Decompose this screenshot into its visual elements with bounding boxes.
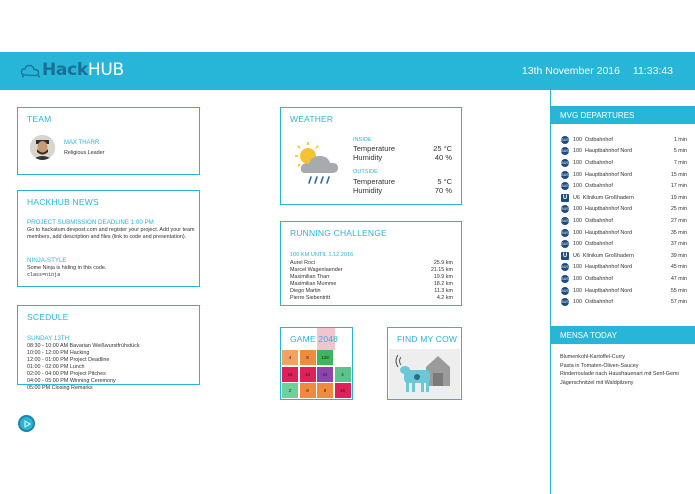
departure-line: 100 bbox=[573, 183, 582, 190]
departure-minutes: 15 min bbox=[670, 171, 687, 178]
departure-minutes: 17 min bbox=[670, 183, 687, 190]
departure-dest-name: Ostbahnhof bbox=[585, 299, 613, 306]
schedule-panel bbox=[17, 305, 200, 391]
challenge-subtitle: 100 KM UNTIL 1.12.2016 bbox=[290, 252, 354, 258]
departure-destination bbox=[573, 206, 671, 212]
news-title: HACKHUB NEWS bbox=[27, 197, 99, 207]
weather-outside-temp-label: Temperature bbox=[353, 177, 396, 186]
bus-icon: BUS bbox=[561, 288, 569, 293]
game-tile: 64 bbox=[317, 367, 333, 382]
bus-icon: BUS bbox=[561, 160, 569, 165]
departure-minutes: 37 min bbox=[670, 241, 687, 248]
departure-row bbox=[561, 146, 687, 158]
departure-line: 100 bbox=[573, 171, 582, 178]
bus-icon: BUS bbox=[561, 265, 569, 270]
challenge-title: RUNNING CHALLENGE bbox=[290, 228, 387, 238]
schedule-item: 10:00 - 12:00 PM Hacking bbox=[27, 350, 90, 356]
runner-km: 21.15 km bbox=[430, 267, 453, 273]
departure-line: 100 bbox=[573, 206, 582, 213]
departure-minutes: 25 min bbox=[670, 206, 687, 213]
departure-dest-name: Ostbahnhof bbox=[585, 217, 613, 224]
runner-name: Pierre Siebentritt bbox=[290, 295, 331, 301]
table-row bbox=[290, 274, 453, 281]
departure-dest-name: Hauptbahnhof Nord bbox=[585, 206, 633, 213]
departure-line: 100 bbox=[573, 287, 582, 294]
person-avatar-icon bbox=[30, 135, 55, 160]
runner-km: 25.9 km bbox=[433, 260, 453, 266]
logo-text: HackHUB bbox=[42, 60, 124, 80]
departure-destination bbox=[573, 299, 671, 305]
departure-minutes: 19 min bbox=[670, 194, 687, 201]
play-icon bbox=[23, 420, 31, 428]
schedule-item: 12:00 - 01:00 PM Project Deadline bbox=[27, 357, 110, 363]
mvg-title: MVG DEPARTURES bbox=[551, 106, 695, 124]
departure-minutes: 5 min bbox=[673, 148, 687, 155]
departure-destination bbox=[573, 195, 671, 201]
bus-icon: BUS bbox=[561, 218, 569, 223]
bus-icon: BUS bbox=[561, 172, 569, 177]
avatar bbox=[30, 135, 55, 160]
departure-row bbox=[561, 262, 687, 274]
runner-name: Marcel Wagenlaender bbox=[290, 267, 343, 273]
bus-icon: BUS bbox=[561, 184, 569, 189]
weather-panel bbox=[280, 107, 462, 205]
departure-minutes: 57 min bbox=[670, 299, 687, 306]
bus-icon: BUS bbox=[561, 149, 569, 154]
game-tile: 16 bbox=[335, 383, 351, 398]
mensa-item: Blumenkohl-Kartoffel-Curry bbox=[560, 354, 625, 360]
departure-line: 100 bbox=[573, 229, 582, 236]
game-tile: 8 bbox=[300, 383, 316, 398]
departure-row bbox=[561, 296, 687, 308]
departure-destination bbox=[573, 241, 671, 247]
departure-row bbox=[561, 192, 687, 204]
game-tile: 2 bbox=[282, 383, 298, 398]
departure-destination bbox=[573, 253, 671, 259]
departure-line: U6 bbox=[573, 252, 580, 259]
weather-outside-temp-value: 5 °C bbox=[437, 177, 452, 186]
departure-destination bbox=[573, 230, 671, 236]
cloud-logo-icon bbox=[20, 62, 42, 78]
weather-inside-temp-label: Temperature bbox=[353, 144, 396, 153]
departure-minutes: 47 min bbox=[670, 275, 687, 282]
game-tile: 16 bbox=[282, 367, 298, 382]
cow-title: FIND MY COW bbox=[397, 334, 458, 344]
cloud-sun-rain-icon bbox=[291, 141, 343, 189]
schedule-item: 02:00 - 04:00 PM Project Pitches bbox=[27, 371, 106, 377]
schedule-item: 01:00 - 02:00 PM Lunch bbox=[27, 364, 85, 370]
weather-outside-humidity-label: Humidity bbox=[353, 186, 383, 195]
departure-destination bbox=[573, 276, 671, 282]
mensa-item: Pasta in Tomaten-Oliven-Saucey bbox=[560, 362, 639, 369]
news-body: Some Ninja is hiding in this code. bbox=[27, 265, 107, 271]
departure-destination bbox=[573, 137, 674, 143]
game-tile: 128 bbox=[317, 350, 333, 365]
news-heading: PROJECT SUBMISSION DEADLINE 1:00 PM bbox=[27, 219, 154, 226]
running-challenge-panel bbox=[280, 221, 462, 306]
departure-destination bbox=[573, 172, 671, 178]
news-heading: NINJA-STYLE bbox=[27, 257, 67, 264]
weather-inside-humidity-value: 40 % bbox=[434, 153, 452, 162]
runner-km: 4.2 km bbox=[436, 295, 453, 301]
departure-row bbox=[561, 169, 687, 181]
ubahn-icon: U bbox=[562, 252, 568, 259]
team-title: TEAM bbox=[27, 114, 52, 124]
departure-destination bbox=[573, 183, 671, 189]
departure-minutes: 7 min bbox=[673, 159, 687, 166]
bus-icon: BUS bbox=[561, 207, 569, 212]
departure-line: U6 bbox=[573, 194, 580, 201]
schedule-item: 05:00 PM Closing Remarks bbox=[27, 385, 93, 391]
departure-destination bbox=[573, 148, 674, 154]
departure-minutes: 35 min bbox=[670, 229, 687, 236]
weather-inside-temp-value: 25 °C bbox=[433, 144, 452, 153]
schedule-item: 08:30 - 10:00 AM Bavarian Weißwurstfrühstück bbox=[27, 343, 140, 349]
ubahn-icon: U bbox=[562, 194, 568, 201]
game-tile bbox=[335, 350, 351, 365]
departure-line: 100 bbox=[573, 299, 582, 306]
team-member-name: MAX THARR bbox=[64, 140, 100, 146]
departure-minutes: 45 min bbox=[670, 264, 687, 271]
weather-title: WEATHER bbox=[290, 114, 334, 124]
departure-minutes: 1 min bbox=[673, 136, 687, 143]
team-member-role: Religious Leader bbox=[64, 150, 105, 156]
departure-row bbox=[561, 215, 687, 227]
departure-row bbox=[561, 273, 687, 285]
runner-name: Maximilian Mumme bbox=[290, 281, 337, 287]
game-tile: 8 bbox=[317, 383, 333, 398]
game-tile: 4 bbox=[335, 367, 351, 382]
news-code: class=ninja bbox=[27, 272, 61, 278]
departure-row bbox=[561, 204, 687, 216]
header-time: 11:33:43 bbox=[632, 65, 673, 77]
game-tile: 16 bbox=[300, 367, 316, 382]
departure-row bbox=[561, 180, 687, 192]
runner-name: Maximilian Tharr bbox=[290, 274, 330, 280]
departure-dest-name: Hauptbahnhof Nord bbox=[585, 229, 633, 236]
game-tile: 4 bbox=[282, 350, 298, 365]
departure-row bbox=[561, 157, 687, 169]
departure-dest-name: Ostbahnhof bbox=[585, 159, 613, 166]
bus-icon: BUS bbox=[561, 300, 569, 305]
runner-km: 18.2 km bbox=[433, 281, 453, 287]
departure-dest-name: Hauptbahnhof Nord bbox=[585, 148, 633, 155]
mensa-item: Jägerschnitzel mit Waldpilzeny bbox=[560, 379, 634, 386]
table-row bbox=[290, 267, 453, 274]
header-date: 13th November 2016 bbox=[521, 65, 620, 77]
departure-dest-name: Klinikum Großhadern bbox=[582, 194, 634, 201]
departure-dest-name: Hauptbahnhof Nord bbox=[585, 264, 633, 271]
schedule-day: SUNDAY 13TH bbox=[27, 335, 70, 342]
departure-line: 100 bbox=[573, 136, 582, 143]
weather-inside-humidity-label: Humidity bbox=[353, 153, 383, 162]
departure-dest-name: Ostbahnhof bbox=[585, 241, 613, 248]
header-datetime bbox=[512, 65, 673, 77]
departure-destination bbox=[573, 264, 671, 270]
table-row bbox=[290, 288, 453, 295]
game-grid[interactable] bbox=[281, 350, 353, 400]
challenge-table bbox=[290, 260, 453, 302]
cow-barn-icon bbox=[393, 351, 459, 397]
runner-name: Aurel Roci bbox=[290, 260, 315, 266]
runner-km: 11.3 km bbox=[434, 288, 453, 294]
schedule-title: SCEDULE bbox=[27, 312, 69, 322]
departure-row bbox=[561, 285, 687, 297]
mensa-list bbox=[560, 353, 679, 387]
bus-icon: BUS bbox=[561, 242, 569, 247]
departure-destination bbox=[573, 218, 671, 224]
news-body: Go to hackatum.devpost.com and register your project. Add your team members, add description and files (link to code and presentation). bbox=[27, 227, 195, 240]
runner-name: Diego Martin bbox=[290, 288, 321, 294]
departure-row bbox=[561, 134, 687, 146]
departure-line: 100 bbox=[573, 264, 582, 271]
departure-row bbox=[561, 250, 687, 262]
team-panel bbox=[17, 107, 200, 175]
news-panel bbox=[17, 190, 200, 287]
schedule-list bbox=[27, 343, 140, 392]
right-sidebar bbox=[550, 90, 695, 494]
departure-dest-name: Hauptbahnhof Nord bbox=[585, 287, 633, 294]
departure-dest-name: Hauptbahnhof Nord bbox=[585, 171, 633, 178]
weather-outside-label: OUTSIDE bbox=[353, 169, 378, 175]
bus-icon: BUS bbox=[561, 276, 569, 281]
mensa-title: MENSA TODAY bbox=[551, 326, 695, 344]
departure-line: 100 bbox=[573, 275, 582, 282]
departure-minutes: 27 min bbox=[670, 217, 687, 224]
departure-destination bbox=[573, 160, 674, 166]
hackhub-logo bbox=[20, 60, 124, 80]
game-tile: 8 bbox=[300, 350, 316, 365]
departure-line: 100 bbox=[573, 241, 582, 248]
bus-icon: BUS bbox=[561, 137, 569, 142]
departure-dest-name: Ostbahnhof bbox=[585, 275, 613, 282]
departure-line: 100 bbox=[573, 148, 582, 155]
departure-dest-name: Klinikum Großhadern bbox=[582, 252, 634, 259]
mensa-item: Rinderroulade nach Hausfrauenart mit Senf-Gemi bbox=[560, 371, 679, 377]
table-row bbox=[290, 260, 453, 267]
departure-destination bbox=[573, 288, 671, 294]
departure-row bbox=[561, 238, 687, 250]
schedule-item: 04:00 - 05:00 PM Winning Ceremony bbox=[27, 378, 116, 384]
play-button[interactable] bbox=[18, 415, 35, 432]
departure-row bbox=[561, 227, 687, 239]
departure-dest-name: Ostbahnhof bbox=[585, 183, 613, 190]
game-title: GAME 2048 bbox=[290, 334, 339, 344]
table-row bbox=[290, 295, 453, 302]
top-header bbox=[0, 52, 695, 90]
departure-minutes: 55 min bbox=[670, 287, 687, 294]
departure-line: 100 bbox=[573, 217, 582, 224]
weather-inside-label: INSIDE bbox=[353, 137, 372, 143]
departure-line: 100 bbox=[573, 159, 582, 166]
table-row bbox=[290, 281, 453, 288]
weather-outside-humidity-value: 70 % bbox=[434, 186, 452, 195]
find-my-cow-panel[interactable] bbox=[387, 327, 462, 400]
runner-km: 19.9 km bbox=[433, 274, 453, 280]
departure-minutes: 39 min bbox=[670, 252, 687, 259]
game-2048-panel[interactable] bbox=[280, 327, 353, 400]
departure-dest-name: Ostbahnhof bbox=[585, 136, 613, 143]
bus-icon: BUS bbox=[561, 230, 569, 235]
